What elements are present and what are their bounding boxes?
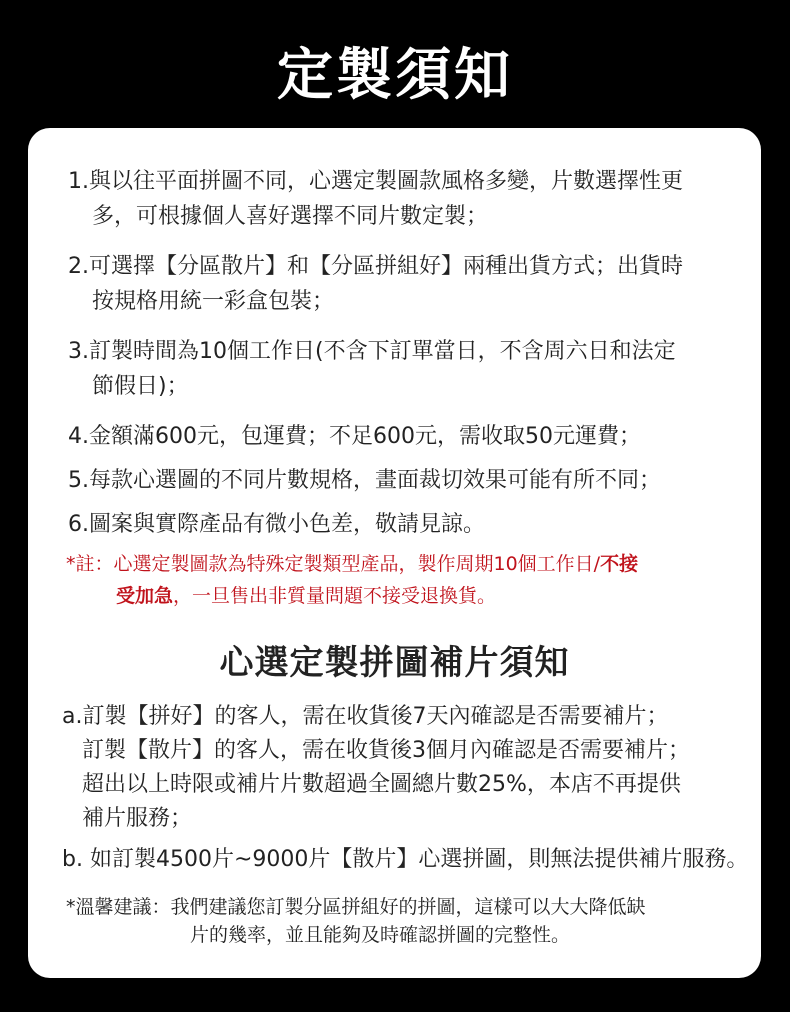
refill-item-a-line-3: 超出以上時限或補片片數超過全圖總片數25%，本店不再提供 bbox=[82, 772, 681, 797]
red-warning-note bbox=[66, 548, 746, 612]
notice-item-5-text: 5.每款心選圖的不同片數規格，畫面裁切效果可能有所不同； bbox=[68, 468, 661, 493]
notice-item-6 bbox=[68, 507, 740, 542]
refill-item-a-line-1: a.訂製【拼好】的客人，需在收貨後7天內確認是否需要補片； bbox=[62, 704, 669, 729]
notice-item-5 bbox=[68, 463, 740, 498]
tip-note bbox=[66, 893, 746, 949]
refill-item-a bbox=[62, 700, 752, 836]
notice-item-4-text: 4.金額滿600元，包運費；不足600元，需收取50元運費； bbox=[68, 424, 641, 449]
notice-item-1 bbox=[68, 164, 740, 234]
red-warning-bold-1: 不接 bbox=[600, 553, 639, 575]
refill-item-a-line-2: 訂製【散片】的客人，需在收貨後3個月內確認是否需要補片； bbox=[82, 738, 690, 763]
notice-item-3-line-1: 3.訂製時間為10個工作日(不含下訂單當日，不含周六日和法定 bbox=[68, 339, 676, 364]
refill-item-a-line-4: 補片服務； bbox=[82, 806, 193, 831]
red-warning-line-2 bbox=[66, 580, 746, 612]
tip-line-1: *溫馨建議：我們建議您訂製分區拼組好的拼圖，這樣可以大大降低缺 bbox=[66, 896, 646, 918]
notice-item-4 bbox=[68, 419, 740, 454]
refill-section-title: 心選定製拼圖補片須知 bbox=[219, 643, 570, 683]
refill-item-b-text: b. 如訂製4500片~9000片【散片】心選拼圖，則無法提供補片服務。 bbox=[62, 847, 749, 872]
red-warning-line-1 bbox=[66, 548, 746, 580]
notice-card bbox=[28, 128, 761, 978]
notice-item-2-line-2: 按規格用統一彩盒包裝； bbox=[92, 289, 335, 314]
red-warning-text-1: *註：心選定製圖款為特殊定製類型產品，製作周期10個工作日/ bbox=[66, 553, 601, 575]
tip-line-2: 片的幾率，並且能夠及時確認拼圖的完整性。 bbox=[190, 924, 571, 946]
refill-item-b bbox=[62, 843, 752, 877]
notice-item-1-line-2: 多，可根據個人喜好選擇不同片數定製； bbox=[92, 204, 489, 229]
page-title: 定製須知 bbox=[277, 43, 513, 108]
notice-item-3-line-2: 節假日)； bbox=[92, 374, 189, 399]
notice-item-6-text: 6.圖案與實際產品有微小色差，敬請見諒。 bbox=[68, 512, 485, 537]
notice-item-2 bbox=[68, 249, 740, 319]
notice-item-2-line-1: 2.可選擇【分區散片】和【分區拼組好】兩種出貨方式；出貨時 bbox=[68, 254, 683, 279]
notice-item-1-line-1: 1.與以往平面拼圖不同，心選定製圖款風格多變，片數選擇性更 bbox=[68, 169, 683, 194]
red-warning-text-2: ，一旦售出非質量問題不接受退換貨。 bbox=[173, 585, 497, 607]
red-warning-bold-2: 受加急 bbox=[116, 585, 174, 607]
notice-item-3 bbox=[68, 334, 740, 404]
